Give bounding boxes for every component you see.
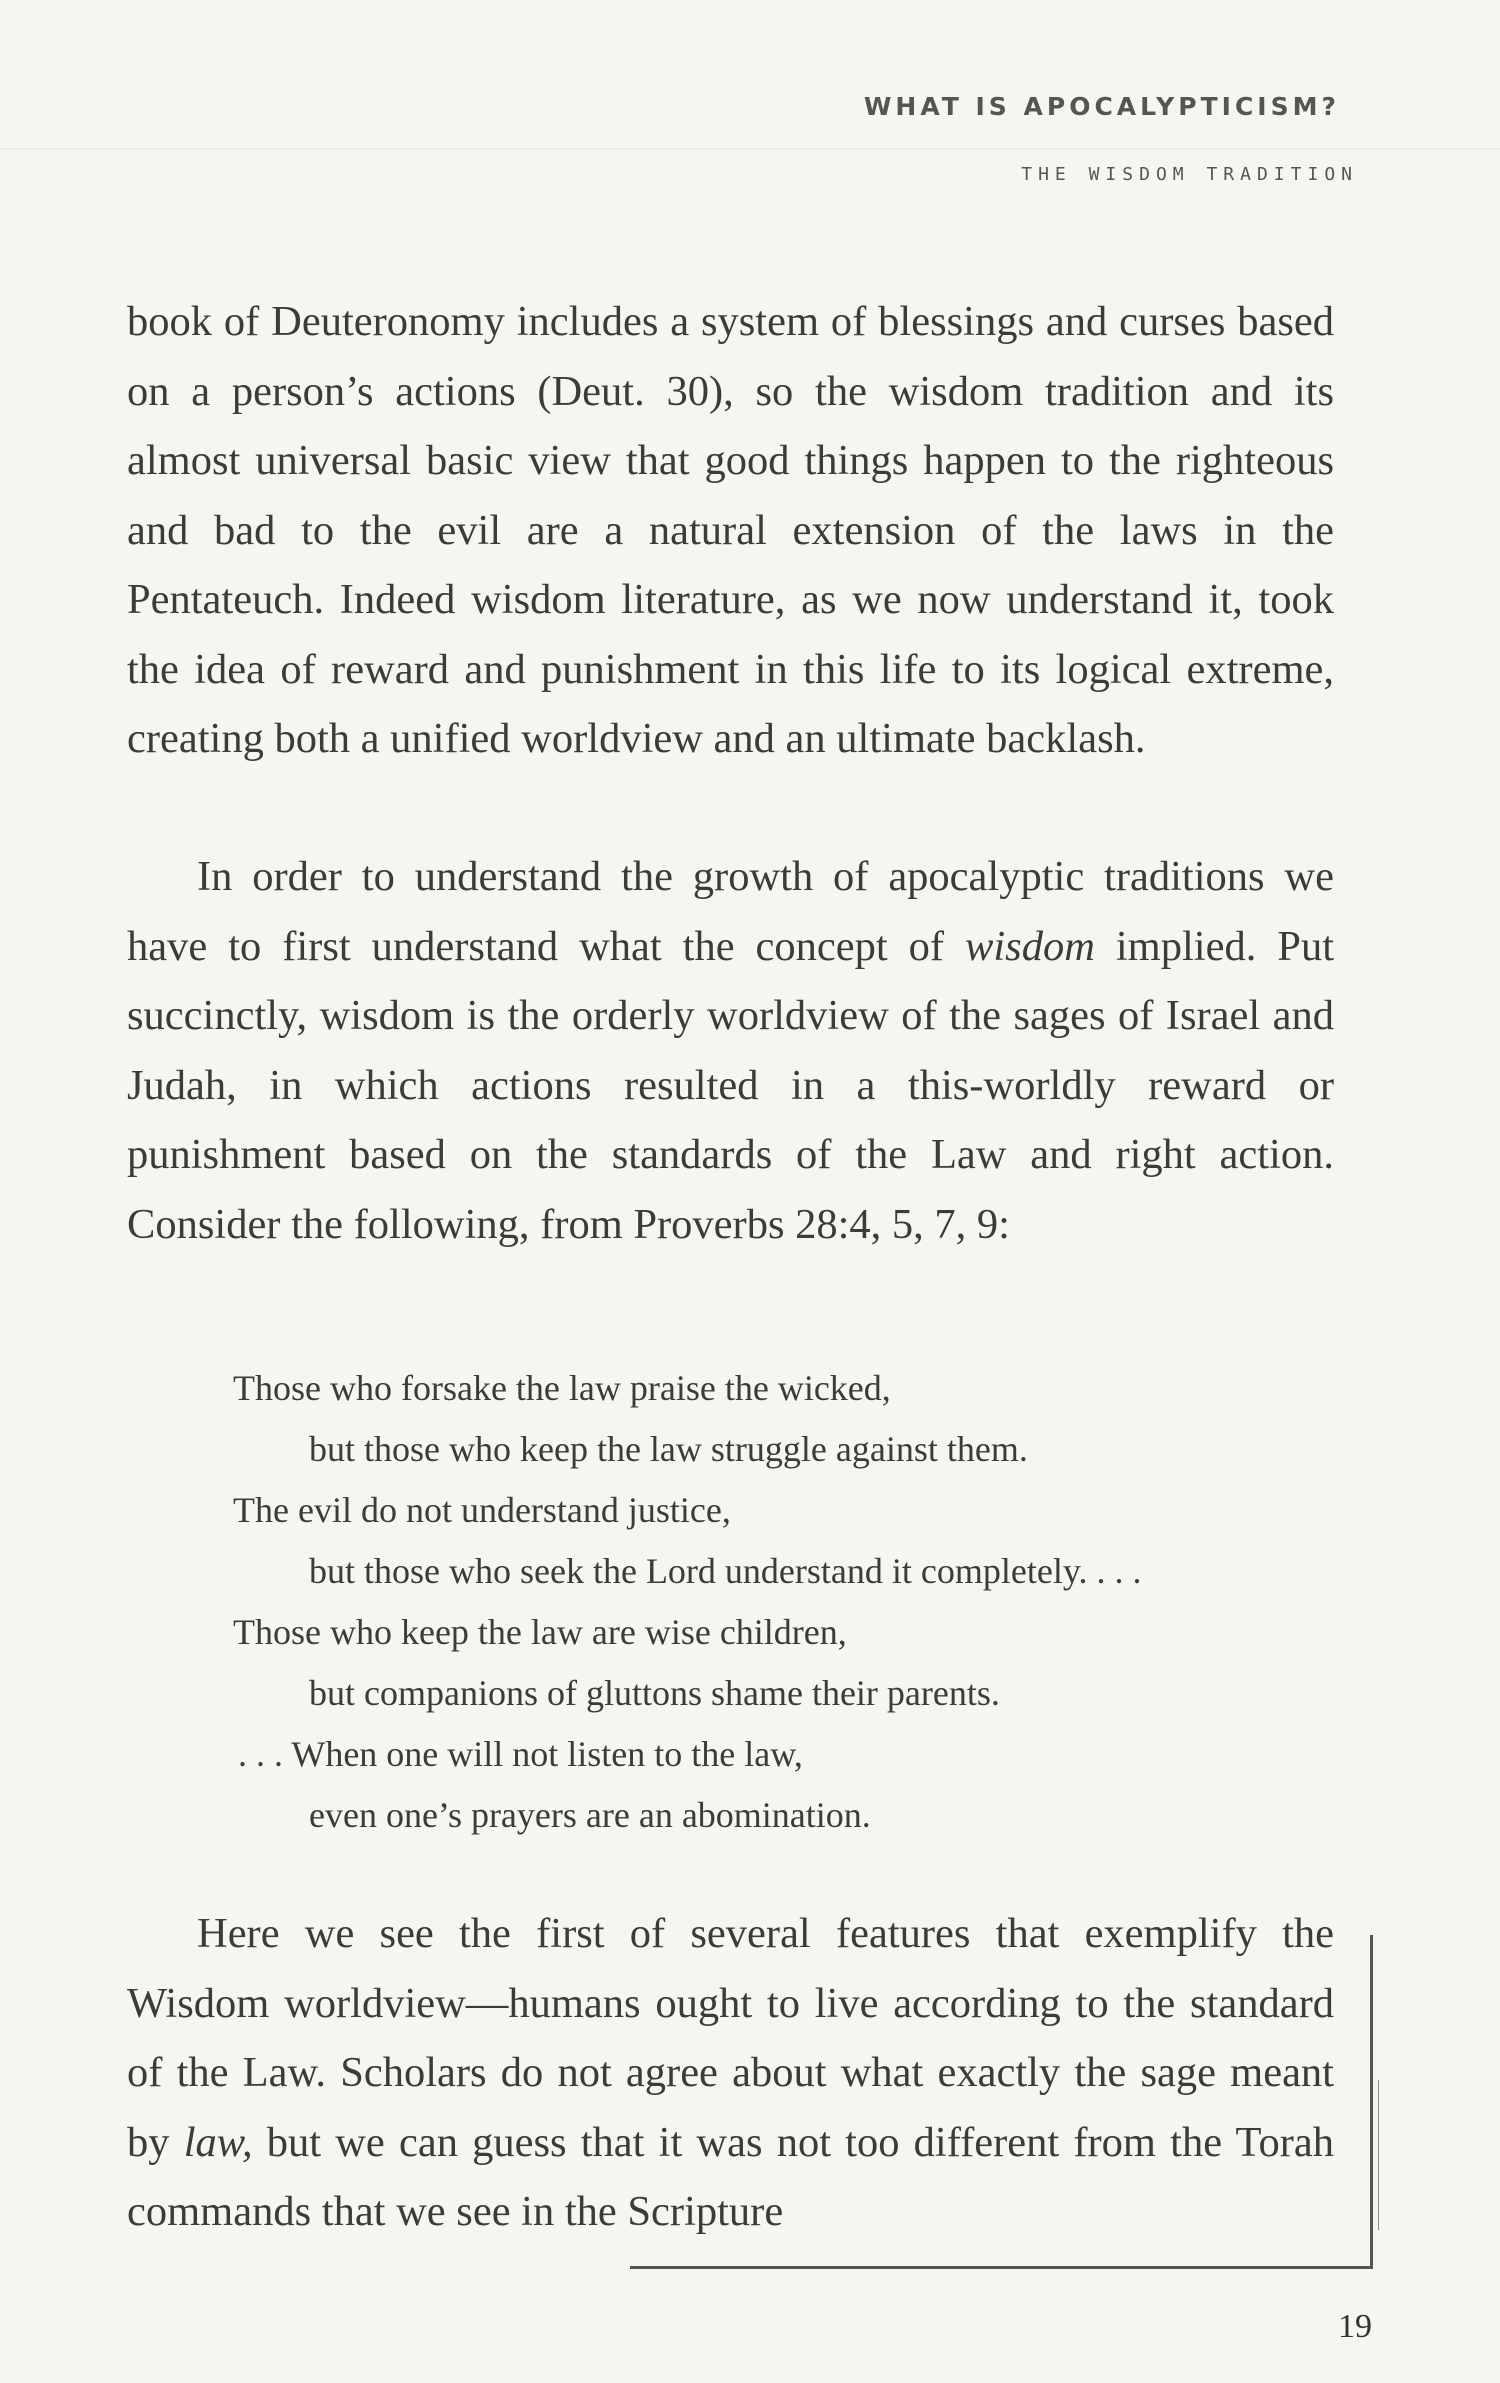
page-number: 19 [1338, 2308, 1372, 2345]
verse-line: Those who keep the law are wise children, [233, 1612, 847, 1652]
verse-line: but companions of gluttons shame their parents. [309, 1673, 1000, 1713]
running-head: WHAT IS APOCALYPTICISM? [863, 92, 1340, 121]
paragraph-3-text-a: Here we see the first of several features that exemplify the Wisdom worldview—humans ought to live according to the standard of the Law. Scholars do not agree about what exactly the sage meant by [127, 1910, 1334, 2166]
verse-line: but those who keep the law struggle against them. [309, 1429, 1028, 1469]
margin-rule-thin [1378, 2080, 1379, 2230]
verse-line: but those who seek the Lord understand it completely. . . . [309, 1551, 1142, 1591]
verse-line: The evil do not understand justice, [233, 1490, 731, 1530]
paragraph-2-text-a: In order to understand the growth of apocalyptic traditions we have to first understand what the concept of [127, 853, 1334, 970]
section-head: THE WISDOM TRADITION [1021, 164, 1358, 185]
verse-line: . . . When one will not listen to the law, [238, 1734, 803, 1774]
paragraph-2 [127, 842, 1334, 1259]
margin-rule-horizontal [630, 2266, 1373, 2269]
paragraph-2-text-b: implied. Put succinctly, wisdom is the orderly worldview of the sages of Israel and Judah, in which actions resulted in a this-worldly reward or punishment based on the standards of the Law and right action. Consider the following, from Proverbs 28:4, 5, 7, 9: [127, 922, 1334, 1248]
paragraph-3-text-b: but we can guess that it was not too different from the Torah commands that we see in the Scripture [127, 2118, 1335, 2235]
proverbs-quotation [233, 1358, 1353, 1846]
verse-line: Those who forsake the law praise the wicked, [233, 1368, 891, 1408]
paragraph-3-emphasis: law, [183, 2118, 253, 2166]
paragraph-2-emphasis: wisdom [965, 922, 1095, 970]
header-rule [0, 148, 1500, 150]
paragraph-1: book of Deuteronomy includes a system of blessings and curses based on a person’s actions (Deut. 30), so the wisdom tradition and its almost universal basic view that good things happen to the righteous and bad to the evil are a natural extension of the laws in the Pentateuch. Indeed wisdom literature, as we now understand it, took the idea of reward and punishment in this life to its logical extreme, creating both a unified worldview and an ultimate backlash. [127, 298, 1334, 762]
margin-rule-vertical [1370, 1935, 1373, 2268]
verse-line: even one’s prayers are an abomination. [309, 1795, 871, 1835]
paragraph-3 [127, 1899, 1334, 2247]
